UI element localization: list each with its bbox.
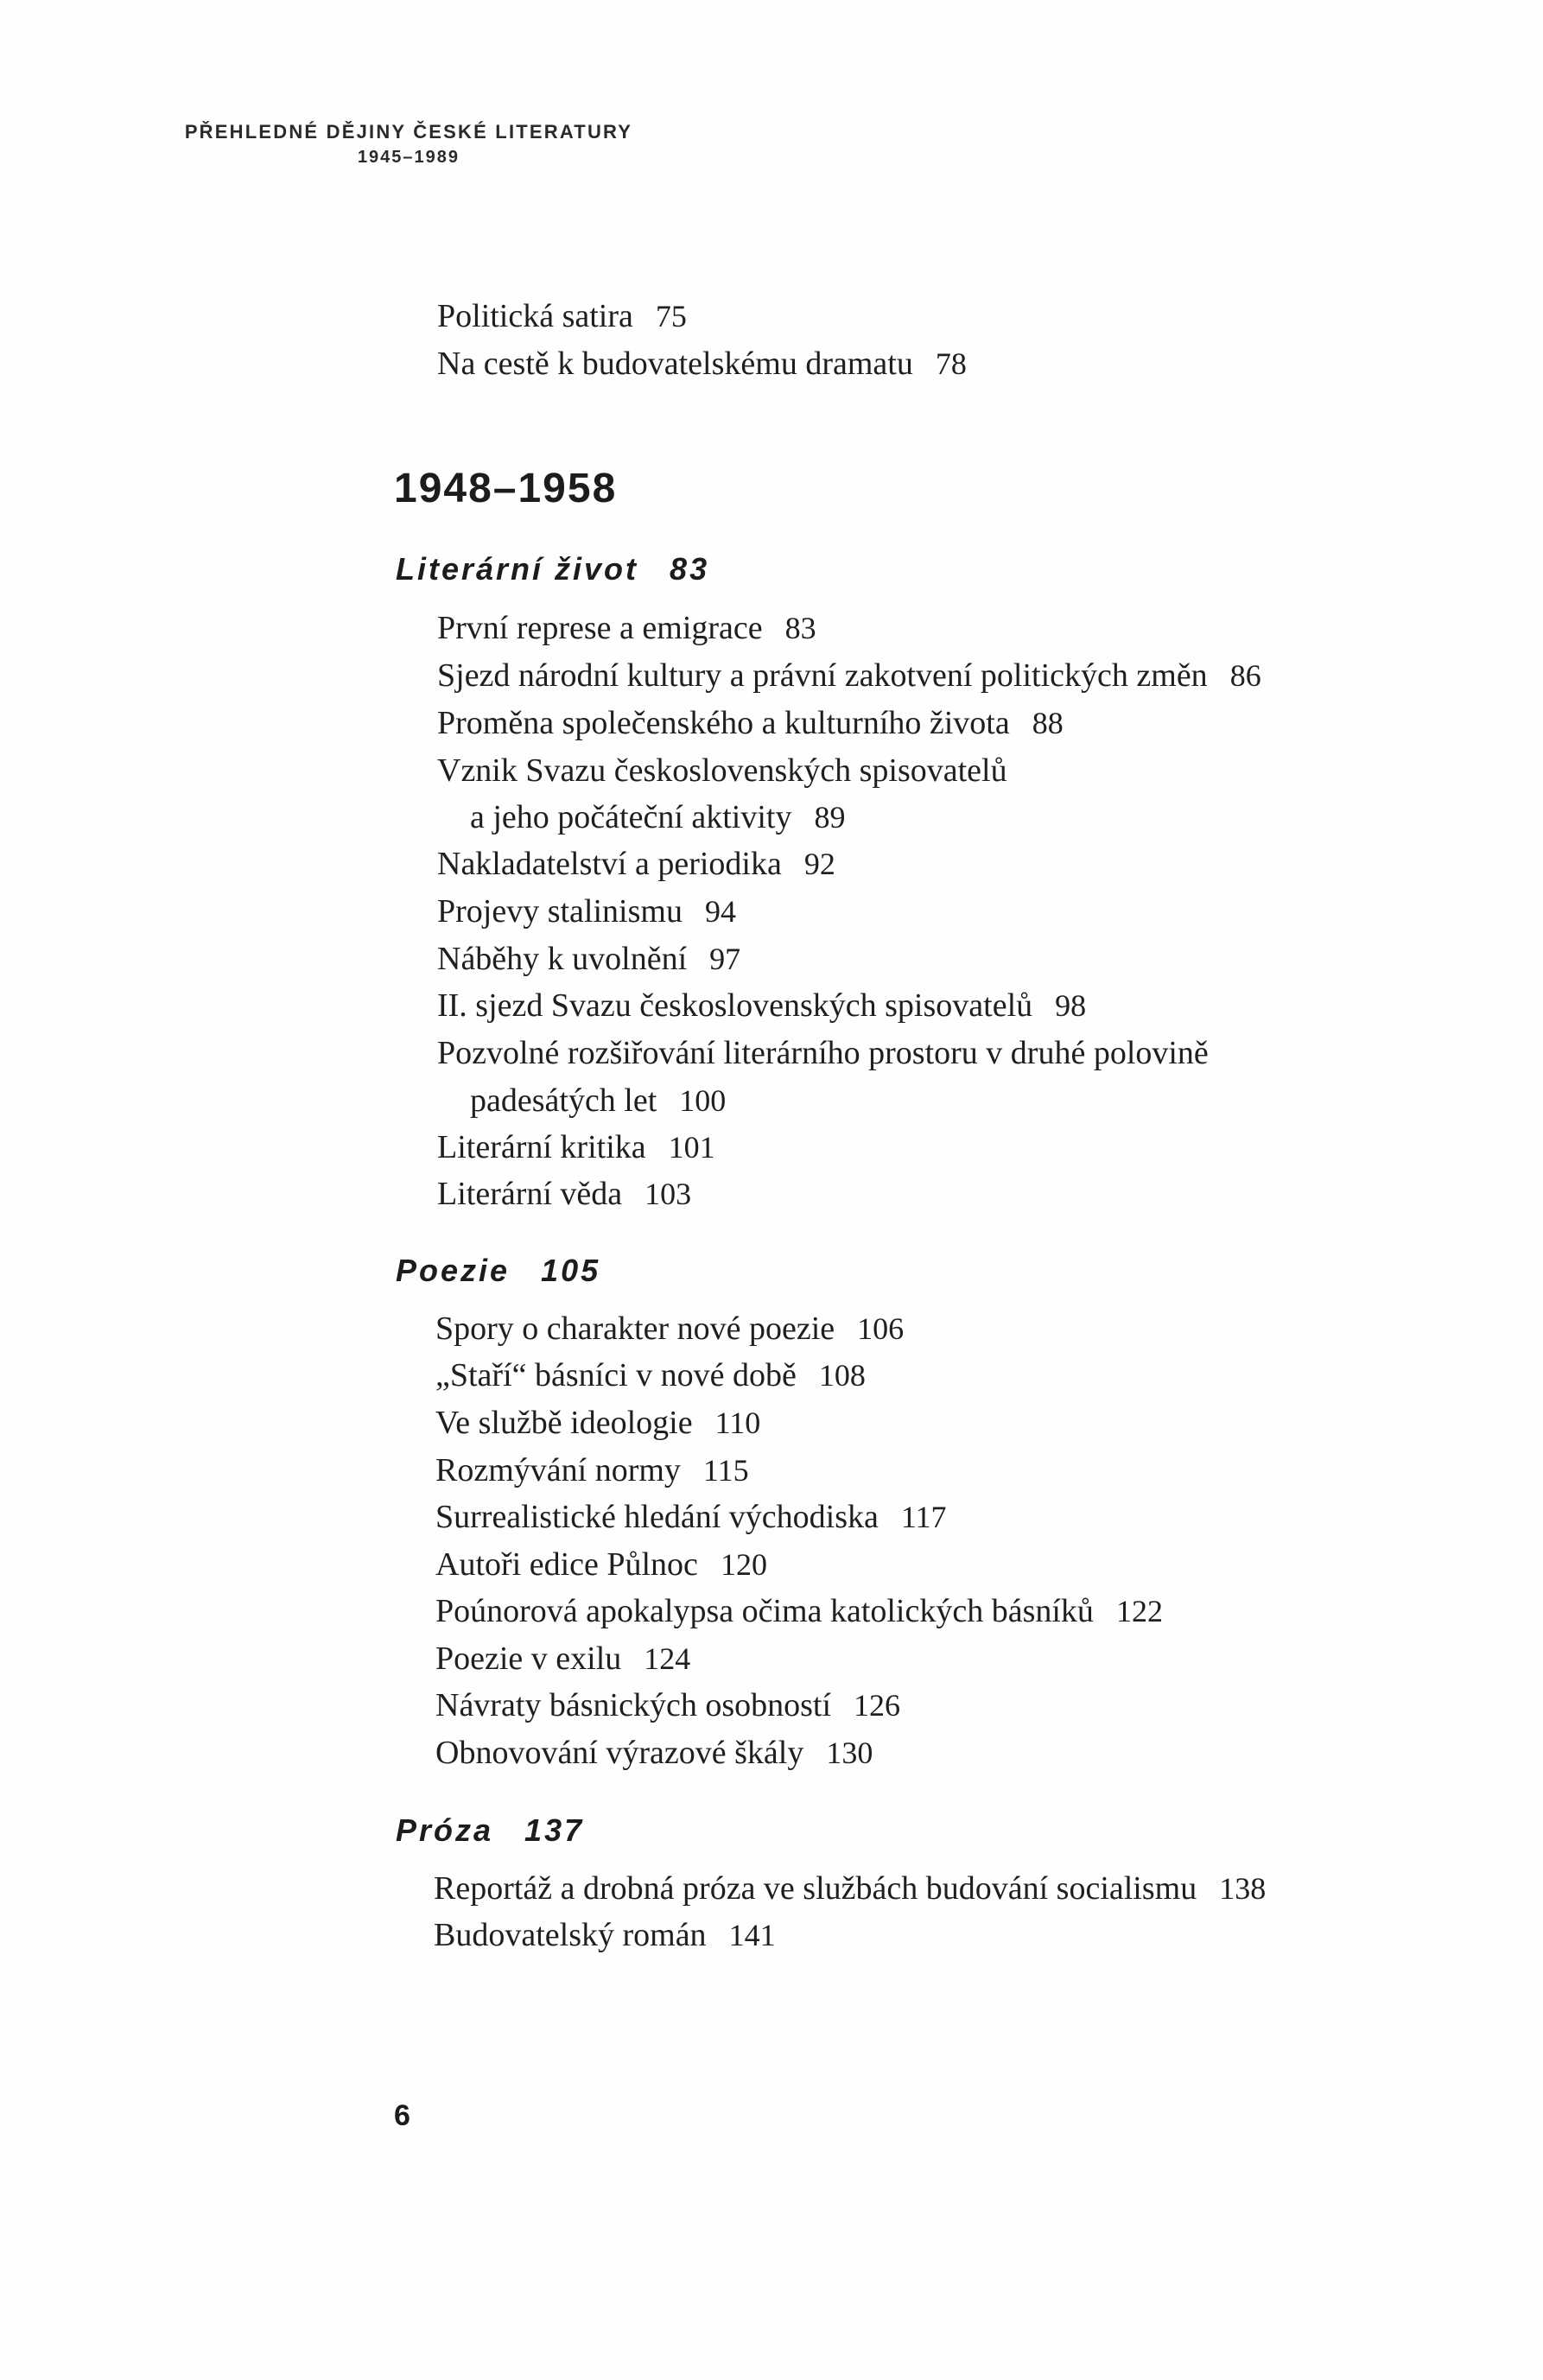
toc-entry-title: Poúnorová apokalypsa očima katolických básníků	[435, 1593, 1094, 1629]
toc-entry-page: 141	[728, 1918, 776, 1952]
toc-entry-title: Náběhy k uvolnění	[437, 941, 688, 977]
toc-entry	[435, 1356, 866, 1394]
toc-entry-title: Projevy stalinismu	[437, 893, 683, 930]
toc-entry-title-cont: padesátých let	[470, 1082, 657, 1119]
toc-entry-page: 97	[709, 942, 741, 976]
toc-entry	[437, 345, 967, 383]
toc-entry-title: Politická satira	[437, 298, 633, 334]
section-heading-page: 83	[670, 551, 710, 587]
toc-entry-page: 120	[720, 1547, 767, 1582]
toc-entry-page: 89	[814, 800, 846, 835]
toc-entry-title: Ve službě ideologie	[435, 1405, 693, 1441]
toc-entry	[437, 752, 1007, 790]
toc-entry	[437, 609, 816, 647]
toc-entry-page: 115	[702, 1453, 749, 1488]
toc-entry-title: Vznik Svazu československých spisovatelů	[437, 752, 1007, 789]
toc-entry-continuation	[470, 1082, 726, 1120]
toc-entry	[435, 1310, 904, 1348]
toc-entry-title: Budovatelský román	[434, 1917, 707, 1953]
section-heading	[396, 1812, 584, 1849]
toc-entry	[437, 1034, 1209, 1072]
section-heading-title: Próza	[396, 1812, 494, 1848]
toc-entry-page: 101	[668, 1130, 715, 1165]
toc-entry-title: Na cestě k budovatelskému dramatu	[437, 346, 913, 382]
toc-entry-title: Pozvolné rozšiřování literárního prostoru v druhé polovině	[437, 1035, 1209, 1071]
toc-entry	[437, 987, 1086, 1025]
toc-entry-page: 88	[1032, 706, 1064, 740]
toc-entry	[437, 704, 1064, 742]
toc-entry-page: 86	[1229, 658, 1261, 693]
toc-entry-title: Poezie v exilu	[435, 1641, 622, 1677]
toc-entry	[434, 1869, 1266, 1907]
toc-entry-page: 117	[900, 1500, 947, 1534]
toc-entry	[435, 1451, 749, 1489]
toc-entry-title-cont: a jeho počáteční aktivity	[470, 799, 792, 835]
section-heading-page: 105	[541, 1253, 601, 1288]
page-number: 6	[394, 2099, 410, 2132]
section-heading-page: 137	[524, 1812, 585, 1848]
toc-entry-title: Surrealistické hledání východiska	[435, 1499, 879, 1535]
toc-entry	[437, 1175, 691, 1213]
running-head-years: 1945–1989	[357, 148, 460, 167]
toc-entry-page: 108	[818, 1358, 866, 1393]
toc-entry-page: 75	[655, 299, 687, 333]
toc-entry-title: Reportáž a drobná próza ve službách budování socialismu	[434, 1870, 1197, 1907]
toc-entry-page: 138	[1219, 1871, 1267, 1906]
toc-entry-page: 98	[1055, 988, 1087, 1023]
running-head-title: PŘEHLEDNÉ DĚJINY ČESKÉ LITERATURY	[184, 121, 633, 143]
toc-entry-continuation	[470, 798, 845, 836]
running-head	[175, 119, 642, 169]
toc-entry-page: 94	[704, 894, 736, 929]
toc-entry-title: Literární věda	[437, 1176, 623, 1212]
toc-entry-page: 110	[714, 1406, 761, 1440]
toc-entry-title: Obnovování výrazové škály	[435, 1735, 804, 1771]
toc-entry	[437, 657, 1261, 695]
section-heading	[396, 1253, 600, 1289]
toc-entry-page: 103	[645, 1177, 692, 1211]
toc-entry-title: Nakladatelství a periodika	[437, 846, 782, 882]
toc-entry	[437, 892, 736, 930]
toc-entry-title: Rozmývání normy	[435, 1452, 681, 1488]
toc-entry	[435, 1686, 900, 1724]
toc-entry	[437, 297, 687, 335]
section-heading-title: Poezie	[396, 1253, 511, 1288]
toc-entry-page: 106	[857, 1311, 905, 1346]
toc-entry	[435, 1498, 947, 1536]
section-heading-title: Literární život	[396, 551, 639, 587]
toc-entry-title: Spory o charakter nové poezie	[435, 1311, 835, 1347]
toc-entry	[435, 1640, 690, 1678]
toc-entry-title: Proměna společenského a kulturního života	[437, 705, 1010, 741]
toc-entry-title: II. sjezd Svazu československých spisovatelů	[437, 987, 1033, 1024]
toc-entry	[435, 1734, 873, 1772]
toc-entry	[437, 845, 835, 883]
section-heading	[396, 551, 709, 587]
toc-entry-page: 100	[679, 1083, 727, 1118]
toc-entry	[437, 940, 740, 978]
toc-entry-page: 126	[854, 1688, 901, 1723]
toc-entry-title: První represe a emigrace	[437, 610, 763, 646]
toc-entry-page: 92	[803, 847, 835, 881]
toc-entry	[435, 1592, 1163, 1630]
toc-entry-title: Literární kritika	[437, 1129, 646, 1165]
toc-entry-title: Návraty básnických osobností	[435, 1687, 832, 1723]
toc-entry-page: 122	[1115, 1594, 1163, 1628]
toc-entry-page: 78	[935, 346, 967, 381]
toc-entry-page: 83	[784, 611, 816, 645]
toc-entry-page: 124	[644, 1641, 691, 1676]
period-heading: 1948–1958	[394, 466, 618, 511]
toc-entry	[434, 1916, 776, 1954]
toc-entry-title: „Staří“ básníci v nové době	[435, 1357, 797, 1393]
toc-entry	[437, 1128, 715, 1166]
toc-entry	[435, 1404, 760, 1442]
toc-entry-page: 130	[826, 1736, 873, 1770]
toc-entry-title: Autoři edice Půlnoc	[435, 1546, 698, 1583]
toc-entry	[435, 1545, 767, 1583]
toc-entry-title: Sjezd národní kultury a právní zakotvení politických změn	[437, 657, 1208, 694]
